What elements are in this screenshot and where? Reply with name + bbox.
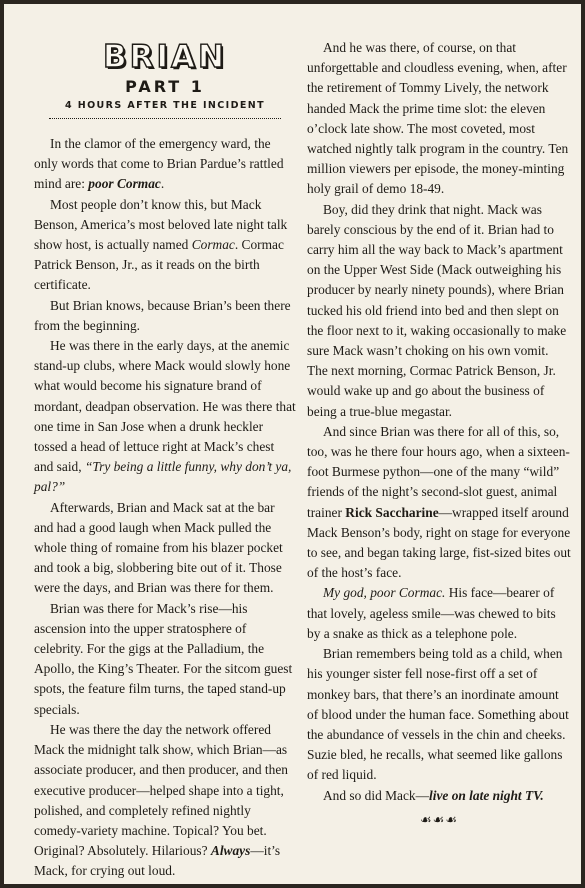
fleuron-icon: ☙☙☙ bbox=[420, 811, 458, 827]
text-run: —wrapped itself around Mack Benson’s body, right on stage for everyone to see, and began taking large, fist-sized bites out of the host’s face. bbox=[307, 504, 571, 581]
chapter-title: BRIAN bbox=[103, 39, 227, 75]
text-run: But Brian knows, because Brian’s been there from the beginning. bbox=[34, 297, 291, 333]
text-run: He was there the day the network offered Mack the midnight talk show, which Brian—as associate producer, and then producer, and then executive producer—helped shape into a tight, polished, and completely refined nightly comedy-variety machine. Topical? You bet. Original? Absolutely. Hilarious? bbox=[34, 721, 288, 859]
text-run: Most people don’t know this, but Mack Benson, America’s most beloved late night talk show host, is actually named bbox=[34, 196, 288, 253]
paragraph bbox=[307, 422, 571, 584]
text-run: —it’s Mack, for crying out loud. bbox=[34, 843, 281, 879]
emphasis-text: Rick Saccharine bbox=[345, 504, 439, 520]
text-run: And since Brian was there for all of this, so, too, was he there four hours ago, when a sixteen-foot Burmese python—one of the many “wild” friends of the night’s second-slot guest, animal trainer bbox=[307, 423, 570, 520]
paragraph bbox=[34, 195, 296, 296]
paragraph bbox=[307, 786, 571, 806]
paragraph bbox=[307, 644, 571, 785]
paragraph bbox=[34, 296, 296, 336]
text-run: And he was there, of course, on that unforgettable and cloudless evening, when, after the retirement of Tommy Lively, the network handed Mack the prime time slot: the eleven o’clock late show. The most coveted, most watched nightly talk program in the country. Ten million viewers per episode, the money-minting holy grail of demo 18-49. bbox=[307, 40, 569, 197]
paragraph bbox=[34, 134, 296, 195]
end-ornament bbox=[307, 810, 571, 830]
text-run: . bbox=[160, 176, 165, 192]
text-run: . Cormac Patrick Benson, Jr., as it reads on the birth certificate. bbox=[34, 237, 284, 293]
part-label: PART 1 bbox=[125, 77, 205, 96]
emphasis-text: My god, poor Cormac. bbox=[323, 585, 446, 601]
paragraph bbox=[34, 336, 296, 498]
left-column bbox=[34, 4, 296, 884]
text-run: He was there in the early days, at the anemic stand-up clubs, where Mack would slowly hone what would become his signature brand of mordant, deadpan observation. He was there that one time in San Jose when a drunk heckler tossed a head of lettuce right at Mack’s chest and said, bbox=[34, 338, 296, 475]
text-run: Brian remembers being told as a child, when his younger sister fell nose-first off a set of monkey bars, that there’s an inordinate amount of blood under the human face. Something about the abundance of vessels in the chin and cheeks. Suzie bled, he recalls, what seemed like gallons of red liquid. bbox=[307, 646, 569, 783]
emphasis-text: “Try being a little funny, why don’t ya, pal?” bbox=[34, 459, 292, 495]
text-run: His face—bearer of that lovely, ageless smile—was chewed to bits by a snake as thick as a telephone pole. bbox=[307, 585, 556, 641]
emphasis-text: live on late night TV. bbox=[429, 787, 544, 803]
paragraph bbox=[34, 720, 296, 882]
text-run: In the clamor of the emergency ward, the only words that come to Brian Pardue’s rattled mind are: bbox=[34, 136, 284, 192]
chapter-subtitle: 4 HOURS AFTER THE INCIDENT bbox=[65, 100, 265, 111]
chapter-header bbox=[34, 4, 296, 119]
right-column bbox=[307, 4, 571, 884]
paragraph bbox=[34, 599, 296, 720]
emphasis-text: Cormac bbox=[191, 237, 235, 253]
paragraph bbox=[307, 200, 571, 422]
emphasis-text: Always bbox=[210, 843, 251, 859]
right-body-text bbox=[307, 38, 571, 806]
text-run: And so did Mack— bbox=[323, 787, 430, 803]
text-run: Brian was there for Mack’s rise—his ascension into the upper stratosphere of celebrity. For the gigs at the Palladium, the Apollo, the King’s Theater. For the sitcom guest spots, the feature film turns, the taped stand-up specials. bbox=[34, 600, 293, 717]
dotted-divider bbox=[49, 115, 281, 119]
left-body-text bbox=[34, 134, 296, 882]
text-run: Afterwards, Brian and Mack sat at the bar and had a good laugh when Mack pulled the whole thing of romaine from his blazer pocket and took a big, slobbering bite out of it. Those were the days, and Brian was there for them. bbox=[34, 499, 283, 596]
paragraph bbox=[307, 583, 571, 644]
emphasis-text: poor Cormac bbox=[88, 176, 161, 192]
paragraph bbox=[307, 38, 571, 200]
paragraph bbox=[34, 498, 296, 599]
text-run: Boy, did they drink that night. Mack was barely conscious by the end of it. Brian had to carry him all the way back to Mack’s apartment on the Upper West Side (Mack outweighing his producer by nearly ninety pounds), where Brian tucked his old friend into bed and then slept on the floor next to it, waking occasionally to make sure Mack wasn’t choking on his own vomit. The next morning, Cormac Patrick Benson, Jr. would wake up and go about the business of being a true-blue megastar. bbox=[307, 201, 567, 419]
